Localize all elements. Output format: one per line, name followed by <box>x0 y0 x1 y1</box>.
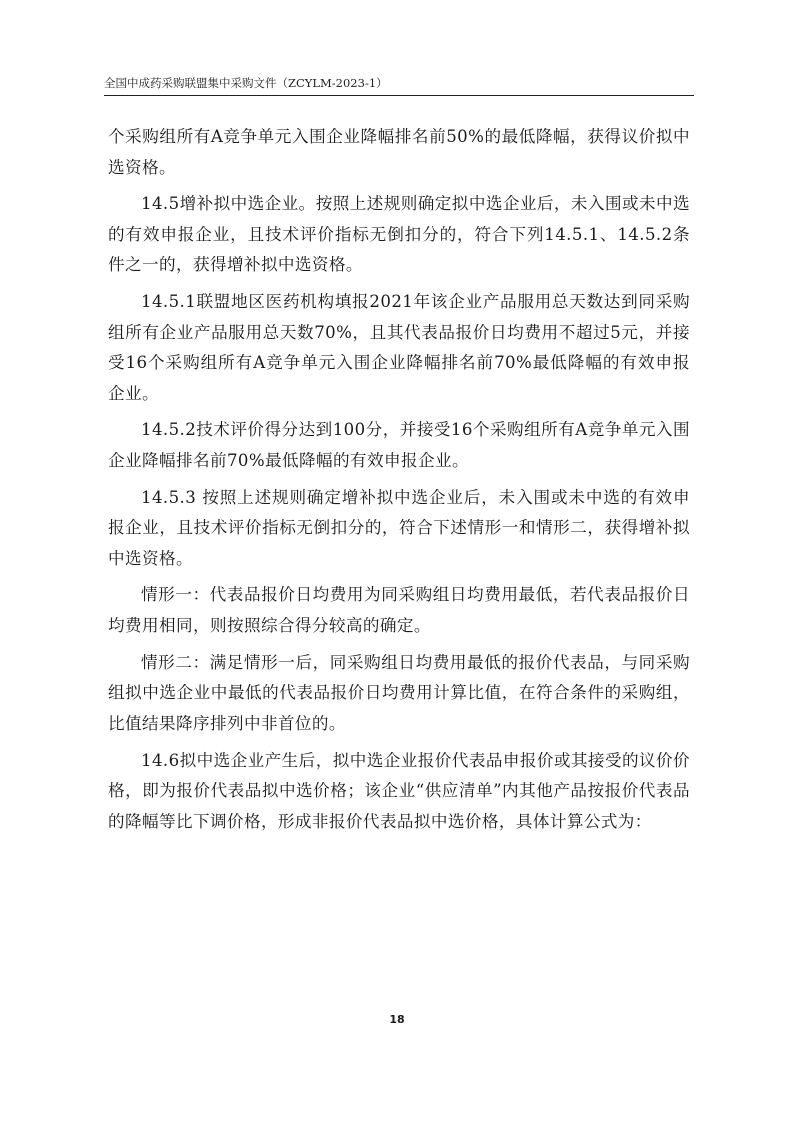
header-divider <box>104 95 694 96</box>
paragraph: 情形二：满足情形一后，同采购组日均费用最低的报价代表品，与同采购组拟中选企业中最低的代表品报价日均费用计算比值，在符合条件的采购组，比值结果降序排列中非首位的。 <box>108 652 690 733</box>
paragraph: 14.5.3 按照上述规则确定增补拟中选企业后，未入围或未中选的有效申报企业，且技术评价指标无倒扣分的，符合下述情形一和情形二，获得增补拟中选资格。 <box>108 487 690 568</box>
document-body <box>108 122 690 843</box>
page-number: 18 <box>389 1013 405 1026</box>
paragraph: 14.6拟中选企业产生后，拟中选企业报价代表品申报价或其接受的议价价格，即为报价代表品拟中选价格；该企业“供应清单”内其他产品按报价代表品的降幅等比下调价格，形成非报价代表品拟中选价格，具体计算公式为： <box>108 750 690 831</box>
paragraph: 14.5增补拟中选企业。按照上述规则确定拟中选企业后，未入围或未中选的有效申报企业，且技术评价指标无倒扣分的，符合下列14.5.1、14.5.2条件之一的，获得增补拟中选资格。 <box>108 194 690 275</box>
paragraph: 14.5.1联盟地区医药机构填报2021年该企业产品服用总天数达到同采购组所有企业产品服用总天数70%，且其代表品报价日均费用不超过5元，并接受16个采购组所有A竞争单元入围企业降幅排名前70%最低降幅的有效申报企业。 <box>108 292 690 403</box>
paragraph: 14.5.2技术评价得分达到100分，并接受16个采购组所有A竞争单元入围企业降幅排名前70%最低降幅的有效申报企业。 <box>108 420 690 470</box>
paragraph: 情形一：代表品报价日均费用为同采购组日均费用最低，若代表品报价日均费用相同，则按照综合得分较高的确定。 <box>108 585 690 635</box>
document-header: 全国中成药采购联盟集中采购文件（ZCYLM-2023-1） <box>104 76 388 90</box>
paragraph: 个采购组所有A竞争单元入围企业降幅排名前50%的最低降幅，获得议价拟中选资格。 <box>108 127 690 177</box>
